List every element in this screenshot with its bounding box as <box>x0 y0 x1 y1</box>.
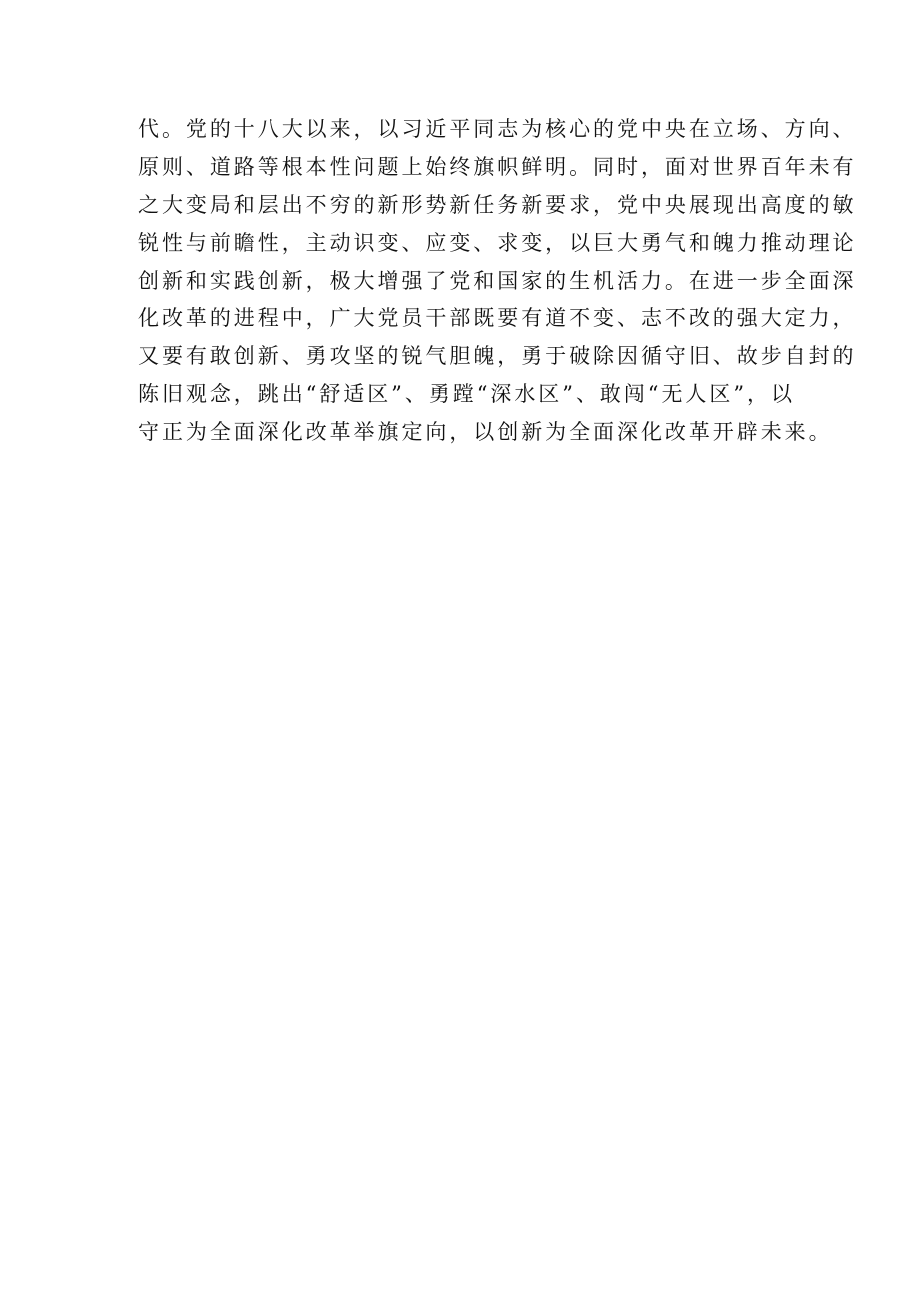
text-line-8: 陈旧观念，跳出“舒适区”、勇蹚“深水区”、敢闯“无人区”，以 <box>138 382 795 407</box>
text-line-9: 守正为全面深化改革举旗定向，以创新为全面深化改革开辟未来。 <box>138 420 833 445</box>
text-line-6: 化改革的进程中，广大党员干部既要有道不变、志不改的强大定力， <box>138 306 857 331</box>
text-line-7: 又要有敢创新、勇攻坚的锐气胆魄，勇于破除因循守旧、故步自封的 <box>138 344 857 369</box>
text-line-1: 代。党的十八大以来，以习近平同志为核心的党中央在立场、方向、 <box>138 117 857 141</box>
text-line-4: 锐性与前瞻性，主动识变、应变、求变，以巨大勇气和魄力推动理论 <box>138 230 857 255</box>
text-line-5: 创新和实践创新，极大增强了党和国家的生机活力。在进一步全面深 <box>138 268 857 293</box>
text-line-2: 原则、道路等根本性问题上始终旗帜鲜明。同时，面对世界百年未有 <box>138 154 857 179</box>
text-line-3: 之大变局和层出不穷的新形势新任务新要求，党中央展现出高度的敏 <box>138 192 857 217</box>
body-paragraph <box>138 111 857 452</box>
